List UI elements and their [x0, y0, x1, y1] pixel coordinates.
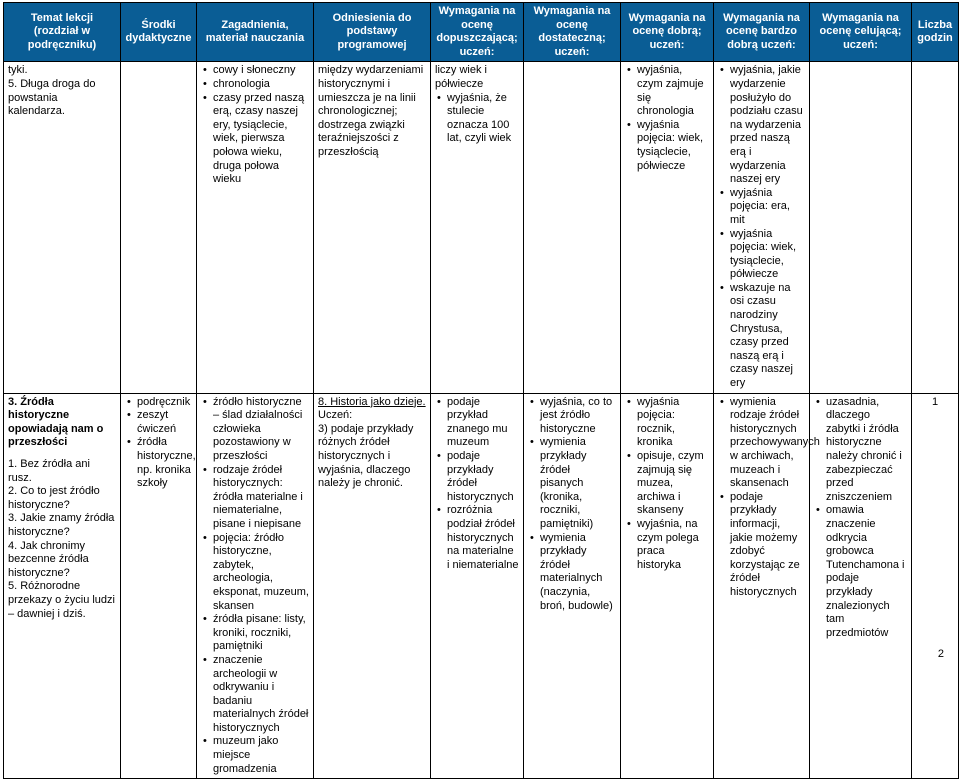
issues-cell: [197, 62, 314, 393]
req-dobra-cell: [621, 393, 714, 779]
curriculum-text: między wydarzeniami historycznymi i umieszcza je na linii chronologicznej; dostrzega związki teraźniejszości z przeszłością: [318, 64, 424, 158]
list-item: • wyjaśnia pojęcia: wiek, tysiąclecie, półwiecze: [637, 119, 709, 173]
topic-text: 5. Długa droga do powstania kalendarza.: [8, 77, 96, 118]
header-materials: Środki dydaktyczne: [121, 3, 197, 62]
header-row: [4, 3, 959, 62]
topic-text: tyki.: [8, 64, 28, 77]
list-item: • wyjaśnia, na czym polega praca historyka: [637, 518, 709, 572]
topic-item: 3. Jakie znamy źródła historyczne?: [8, 512, 115, 538]
header-req-dobra: Wymagania na ocenę dobrą; uczeń:: [621, 3, 714, 62]
table-row: [4, 62, 959, 393]
list-item: • wskazuje na osi czasu narodziny Chrystusa, czasy przed naszą erą i czasy naszej ery: [730, 282, 805, 391]
curriculum-lead: Uczeń:: [318, 409, 353, 422]
header-req-bardzo-dobra: Wymagania na ocenę bardzo dobrą uczeń:: [714, 3, 810, 62]
list-item: • muzeum jako miejsce gromadzenia: [213, 735, 309, 776]
req-bardzo-dobra-cell: [714, 393, 820, 779]
list-item: • wyjaśnia, co to jest źródło historyczne: [540, 396, 616, 437]
table-row: [4, 393, 959, 779]
list-item: • cowy i słoneczny: [213, 64, 309, 78]
curriculum-reference: 8. Historia jako dzieje.: [318, 395, 426, 408]
hours-cell: 1: [912, 393, 959, 779]
req-bardzo-dobra-cell: [714, 62, 810, 393]
hours-cell: [912, 62, 959, 393]
list-item: • wymienia przykłady źródeł materialnych (naczynia, broń, budowle): [540, 532, 616, 614]
req-celujaca-cell: [810, 393, 912, 779]
topic-item: 2. Co to jest źródło historyczne?: [8, 485, 100, 511]
list-item: • rodzaje źródeł historycznych: źródła materialne i niematerialne, pisane i niepisane: [213, 464, 309, 532]
req-dopuszczajaca-cell: [431, 393, 524, 779]
list-item: • wyjaśnia, czym zajmuje się chronologia: [637, 64, 709, 118]
topic-item: 4. Jak chronimy bezcenne źródła historyczne?: [8, 539, 89, 579]
list-item: • omawia znaczenie odkrycia grobowca Tutenchamona i podaje przykłady znalezionych tam przedmiotów: [826, 504, 907, 640]
list-item: • uzasadnia, dlaczego zabytki i źródła historyczne należy chronić i zabezpieczać przed zniszczeniem: [826, 396, 907, 505]
list-item: • źródła historyczne, np. kronika szkoły: [137, 436, 192, 490]
list-item: • opisuje, czym zajmują się muzea, archiwa i skanseny: [637, 450, 709, 518]
req-dopuszczajaca-cell: [431, 62, 524, 393]
curriculum-cell: [314, 393, 431, 779]
topic-title: 3. Źródła historyczne opowiadają nam o przeszłości: [8, 395, 104, 449]
materials-cell: [121, 62, 197, 393]
list-item: • chronologia: [213, 78, 309, 92]
req-dostateczna-cell: [524, 393, 621, 779]
list-item: • źródło historyczne – ślad działalności człowieka pozostawiony w przeszłości: [213, 396, 309, 464]
list-item: • wyjaśnia, że stulecie oznacza 100 lat, czyli wiek: [447, 92, 519, 146]
page-number: 2: [937, 648, 944, 660]
req-dobra-cell: [621, 62, 714, 393]
list-item: • źródła pisane: listy, kroniki, roczniki, pamiętniki: [213, 613, 309, 654]
list-item: • podręcznik: [137, 396, 192, 410]
header-issues: Zagadnienia, materiał nauczania: [197, 3, 314, 62]
list-item: liczy wiek i półwiecze: [435, 64, 487, 90]
list-item: • wyjaśnia pojęcia: rocznik, kronika: [637, 396, 709, 450]
list-item: • wyjaśnia, jakie wydarzenie posłużyło do podziału czasu na wydarzenia przed naszą erą i wydarzenia naszej ery: [730, 64, 805, 186]
list-item: • wyjaśnia pojęcia: wiek, tysiąclecie, półwiecze: [730, 228, 805, 282]
header-req-dopuszczajaca: Wymagania na ocenę dopuszczającą; uczeń:: [431, 3, 524, 62]
curriculum-text: 3) podaje przykłady różnych źródeł historycznych i wyjaśnia, dlaczego należy je chronić.: [318, 422, 414, 490]
list-item: • rozróżnia podział źródeł historycznych na materialne i niematerialne: [447, 504, 519, 572]
materials-cell: [121, 393, 197, 779]
req-dostateczna-cell: [524, 62, 621, 393]
list-item: • podaje przykłady informacji, jakie możemy zdobyć korzystając ze źródeł historycznych: [730, 491, 805, 600]
issues-cell: [197, 393, 314, 779]
header-req-dostateczna: Wymagania na ocenę dostateczną; uczeń:: [524, 3, 621, 62]
list-item: • znaczenie archeologii w odkrywaniu i badaniu materialnych źródeł historycznych: [213, 654, 309, 736]
list-item: • wyjaśnia pojęcia: era, mit: [730, 187, 805, 228]
header-hours: Liczba godzin: [912, 3, 959, 62]
header-req-celujaca: Wymagania na ocenę celującą; uczeń:: [810, 3, 912, 62]
topic-item: 5. Różnorodne przekazy o życiu ludzi – dawniej i dziś.: [8, 580, 115, 620]
list-item: • podaje przykłady źródeł historycznych: [447, 450, 519, 504]
header-curriculum: Odniesienia do podstawy programowej: [314, 3, 431, 62]
lesson-plan-table: [3, 2, 959, 779]
topic-cell: [4, 62, 121, 393]
topic-item: 1. Bez źródła ani rusz.: [8, 458, 90, 484]
list-item: • pojęcia: źródło historyczne, zabytek, archeologia, eksponat, muzeum, skansen: [213, 532, 309, 614]
topic-cell: [4, 393, 121, 779]
list-item: • wymienia przykłady źródeł pisanych (kronika, roczniki, pamiętniki): [540, 436, 616, 531]
curriculum-cell: [314, 62, 431, 393]
header-topic: Temat lekcji (rozdział w podręczniku): [4, 3, 121, 62]
list-item: • podaje przykład znanego mu muzeum: [447, 396, 519, 450]
list-item: • zeszyt ćwiczeń: [137, 409, 192, 436]
list-item: • wymienia rodzaje źródeł historycznych przechowywanych w archiwach, muzeach i skansenach: [730, 396, 805, 491]
req-celujaca-cell: [810, 62, 912, 393]
list-item: • czasy przed naszą erą, czasy naszej ery, tysiąclecie, wiek, pierwsza połowa wieku, druga połowa wieku: [213, 92, 309, 187]
